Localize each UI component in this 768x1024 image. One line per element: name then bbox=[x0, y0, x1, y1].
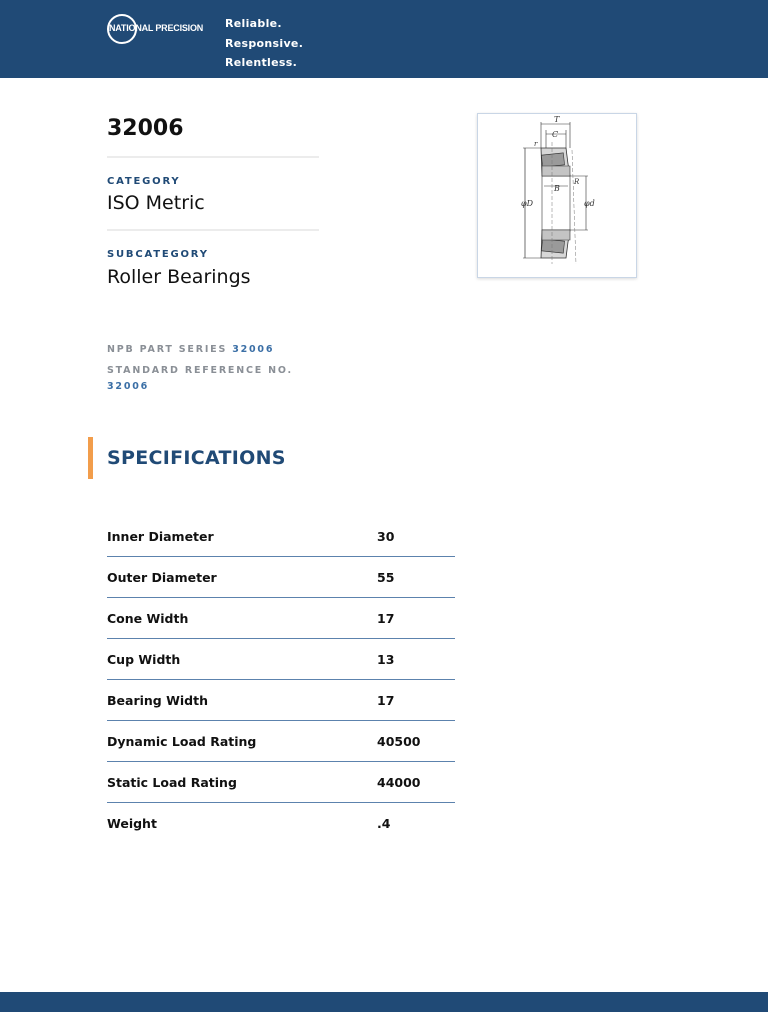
subcategory-value: Roller Bearings bbox=[107, 266, 251, 288]
tagline-line: Responsive. bbox=[225, 36, 304, 50]
company-logo[interactable] bbox=[107, 12, 204, 46]
part-number-title: 32006 bbox=[107, 116, 184, 141]
divider bbox=[107, 156, 319, 158]
tapered-roller-bearing-icon bbox=[478, 114, 636, 277]
spec-name: Static Load Rating bbox=[107, 775, 237, 790]
spec-name: Bearing Width bbox=[107, 693, 208, 708]
specifications-heading: SPECIFICATIONS bbox=[107, 447, 286, 469]
divider bbox=[107, 229, 319, 231]
spec-name: Inner Diameter bbox=[107, 529, 214, 544]
site-footer bbox=[0, 992, 768, 1012]
spec-value: .4 bbox=[377, 816, 391, 831]
reference-label: STANDARD REFERENCE NO. bbox=[107, 365, 293, 376]
table-row bbox=[107, 680, 455, 721]
table-row bbox=[107, 721, 455, 762]
part-series-label: NPB PART SERIES bbox=[107, 344, 228, 355]
part-series-value[interactable]: 32006 bbox=[232, 344, 275, 355]
category-label: CATEGORY bbox=[107, 176, 181, 187]
spec-value: 44000 bbox=[377, 775, 421, 790]
spec-value: 30 bbox=[377, 529, 395, 544]
tagline-line: Relentless. bbox=[225, 56, 298, 69]
spec-value: 55 bbox=[377, 570, 395, 585]
spec-name: Dynamic Load Rating bbox=[107, 734, 257, 749]
part-series bbox=[107, 344, 274, 355]
reference-value-text[interactable]: 32006 bbox=[107, 381, 150, 392]
diagram-label: B bbox=[554, 184, 560, 193]
spec-name: Weight bbox=[107, 816, 157, 831]
diagram-label: φd bbox=[584, 199, 595, 208]
spec-value: 17 bbox=[377, 693, 395, 708]
category-value: ISO Metric bbox=[107, 192, 205, 214]
diagram-label: R bbox=[574, 178, 580, 186]
table-row bbox=[107, 598, 455, 639]
spec-name: Cup Width bbox=[107, 652, 181, 667]
diagram-label: φD bbox=[521, 199, 534, 208]
diagram-label: r bbox=[534, 140, 538, 148]
bearing-diagram bbox=[477, 113, 637, 278]
spec-value: 17 bbox=[377, 611, 395, 626]
subcategory-label: SUBCATEGORY bbox=[107, 249, 209, 260]
table-row bbox=[107, 762, 455, 803]
site-header bbox=[0, 0, 768, 78]
tagline bbox=[225, 14, 303, 73]
diagram-label: C bbox=[552, 130, 559, 139]
table-row bbox=[107, 557, 455, 598]
spec-value: 13 bbox=[377, 652, 395, 667]
diagram-label: T bbox=[554, 115, 560, 124]
table-row bbox=[107, 803, 455, 844]
table-row bbox=[107, 516, 455, 557]
tagline-line: Reliable. bbox=[225, 17, 282, 30]
table-row bbox=[107, 639, 455, 680]
spec-name: Cone Width bbox=[107, 611, 189, 626]
logo-text: NATIONAL PRECISION bbox=[109, 23, 204, 33]
specifications-table bbox=[107, 516, 455, 844]
reference-value bbox=[107, 381, 149, 392]
section-accent-bar bbox=[88, 437, 93, 479]
spec-name: Outer Diameter bbox=[107, 570, 217, 585]
spec-value: 40500 bbox=[377, 734, 421, 749]
